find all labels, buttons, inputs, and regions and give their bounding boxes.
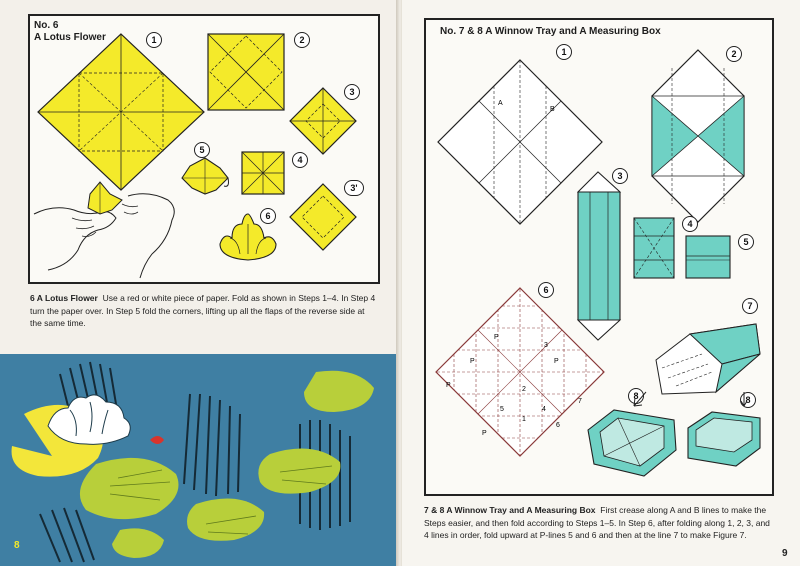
lotus-step6-label: 6: [260, 208, 276, 224]
tray-box-caption-body: First crease along A and B lines to make the Steps easier, and then fold according to Steps 1–5. In Step 6, after folding along 1, 2, 3, and 4 lines in order, fold upward at P-lines 5 and 6 and then at the line 7 to make Figure 7.: [424, 505, 770, 540]
pond-artwork: [0, 354, 398, 566]
lotus-step5-label: 5: [194, 142, 210, 158]
fold-line-b-label: B: [550, 106, 555, 113]
tray-step1-label: 1: [556, 44, 572, 60]
tray-step7-diagram: [652, 308, 764, 398]
grid-label-p5: P: [482, 430, 487, 437]
tray-box-caption: [424, 504, 774, 542]
left-page-number: 8: [14, 540, 20, 551]
lotus-step4-diagram: [240, 150, 286, 196]
tray-step8-measuring-box: [686, 408, 762, 470]
tray-step6-label: 6: [538, 282, 554, 298]
lotus-panel-title: A Lotus Flower: [34, 32, 106, 43]
lotus-caption-body: Use a red or white piece of paper. Fold as shown in Steps 1–4. In Step 4 turn the paper over. In Step 5 fold the corners, lifting up all the flaps of the reverse side at the same time.: [30, 293, 376, 328]
lily-pond-illustration: [0, 354, 398, 566]
lotus-step2-diagram: [206, 32, 286, 112]
lotus-step3-label: 3: [344, 84, 360, 100]
grid-label-2: 2: [522, 386, 526, 393]
tray-step2-diagram: [650, 48, 746, 224]
arrow-step7-to-8: [626, 390, 766, 410]
lotus-diagram-panel: [28, 14, 380, 284]
tray-step8-winnow-tray: [584, 400, 680, 480]
tray-step3-label: 3: [612, 168, 628, 184]
lotus-caption: [30, 292, 376, 330]
grid-label-6: 6: [556, 422, 560, 429]
grid-label-1: 1: [522, 416, 526, 423]
fold-line-a-label: A: [498, 100, 503, 107]
grid-label-p4: P: [446, 382, 451, 389]
grid-label-4: 4: [542, 406, 546, 413]
tray-step4-label: 4: [682, 216, 698, 232]
tray-box-caption-heading: 7 & 8 A Winnow Tray and A Measuring Box: [424, 505, 596, 515]
tray-step8-label-left: 8: [628, 388, 644, 404]
grid-label-7: 7: [578, 398, 582, 405]
tray-step7-label: 7: [742, 298, 758, 314]
lotus-step3prime-label: 3': [344, 180, 364, 196]
tray-step4-diagram: [632, 216, 676, 280]
tray-step5-diagram: [684, 234, 732, 280]
right-page: [402, 0, 800, 566]
grid-label-p1: P: [494, 334, 499, 341]
left-page: [0, 0, 398, 566]
tray-box-panel-title: No. 7 & 8 A Winnow Tray and A Measuring Box: [440, 26, 661, 37]
lotus-panel-number: No. 6: [34, 20, 59, 31]
hands-folding-illustration: [32, 174, 182, 278]
tray-box-diagram-panel: [424, 18, 774, 496]
lotus-step1-label: 1: [146, 32, 162, 48]
grid-label-p3: P: [554, 358, 559, 365]
grid-label-5: 5: [500, 406, 504, 413]
lotus-step4-label: 4: [292, 152, 308, 168]
lotus-caption-heading: 6 A Lotus Flower: [30, 293, 98, 303]
tray-step2-label: 2: [726, 46, 742, 62]
tray-step5-label: 5: [738, 234, 754, 250]
grid-label-p2: P: [470, 358, 475, 365]
lotus-step5-diagram: [180, 156, 230, 196]
right-page-number: 9: [782, 548, 788, 559]
grid-label-3: 3: [544, 342, 548, 349]
tray-step6-grid-diagram: [432, 284, 608, 460]
lotus-step2-label: 2: [294, 32, 310, 48]
tray-step8-label-right: 8: [740, 392, 756, 408]
